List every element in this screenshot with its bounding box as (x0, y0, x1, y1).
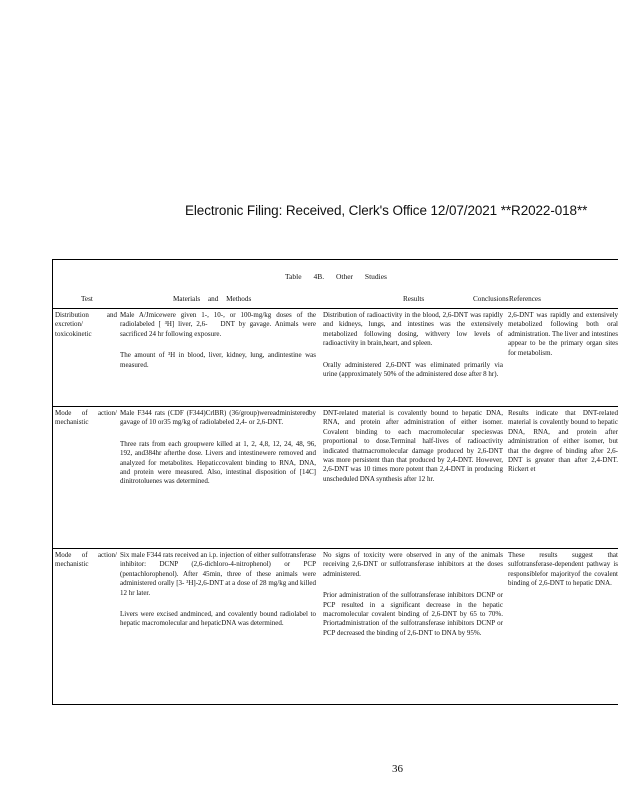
row3-materials-p2: Livers were excised andminced, and covalently bound radiolabel to hepatic macromolecular and hepaticDNA was determined. (120, 610, 316, 628)
header-references: References (509, 295, 541, 303)
header-results: Results (403, 295, 425, 303)
row2-test: Mode of action/ mechanistic (55, 409, 117, 427)
row1-conclusions: 2,6-DNT was rapidly and extensively metabolized following both oral administration. The liver and intestines appear to be the primary organ sites for metabolism. (508, 311, 618, 357)
table-title: Table 4B. Other Studies (285, 272, 387, 281)
row2-conclusions (508, 409, 618, 545)
row3-test: Mode of action/ mechanistic (55, 551, 117, 569)
row3-results-p1: No signs of toxicity were observed in any of the animals receiving 2,6-DNT or sulfotransferase inhibitors at the doses administered. (323, 551, 503, 578)
row2-results (323, 409, 503, 545)
row2-rule (53, 548, 618, 549)
row1-materials-p1: Male A/Jmicewere given 1-, 10-, or 100-mg/kg doses of the radiolabeled [ ³H] liver, 2,6- DNT by gavage. Animals were sacrificed 24 hr following exposure. (120, 311, 316, 338)
row1-test: Distribution and excretion/ toxicokinetic (55, 311, 117, 338)
row1-rule (53, 406, 618, 407)
row1-results-p2: Orally administered 2,6-DNT was eliminated primarily via urine (approximately 50% of the administered dose after 8 hr). (323, 360, 503, 379)
row2-reference: Rickert et (508, 465, 536, 474)
other-studies-table (52, 259, 618, 705)
row2-materials-p2: Three rats from each groupwere killed at 1, 2, 4,8, 12, 24, 48, 96, 192, and384hr afterthe dose. Livers and intestinewere removed and analyzed for metabolites. Hepaticcovalent binding to RNA, DNA, and protein were measured. Also, intestinal disposition of [14C] dinitrotoluenes was determined. (120, 439, 316, 486)
row3-materials (120, 551, 316, 701)
header-test: Test (81, 295, 93, 303)
header-conclusions: Conclusions (473, 295, 509, 303)
header-rule (53, 308, 618, 309)
electronic-filing-stamp: Electronic Filing: Received, Clerk's Office 12/07/2021 **R2022-018** (185, 203, 588, 218)
header-materials-methods: Materials and Methods (173, 295, 252, 303)
page-number: 36 (392, 763, 403, 775)
row1-results (323, 311, 503, 403)
row2-results-p1: DNT-related material is covalently bound to hepatic DNA, RNA, and protein after administration of either isomer. Covalent binding to each macromolecular specieswas proportional to dose.Terminal half-lives of radioactivity indicated thatmacromolecular damage produced by 2,6-DNT was more persistent than that produced by 2,4-DNT. However, 2,6-DNT was 10 times more potent than 2,4-DNT in producing unscheduled DNA synthesis after 12 hr. (323, 409, 503, 483)
row2-materials (120, 409, 316, 545)
row3-results-p2: Prior administration of the sulfotransferase inhibitors DCNP or PCP resulted in a significant decrease in the hepatic macromolecular covalent binding of 2,6-DNT by 65 to 70%. Priortadministration of the sulfotransferase inhibitors DCNP or PCP decreased the binding of 2,6-DNT to DNA by 95%. (323, 591, 503, 637)
row3-results (323, 551, 503, 701)
row2-conclusions-text: Results indicate that DNT-related material is covalently bound to hepatic DNA, RNA, and protein after administration of either isomer, but that the degree of binding after 2,6-DNT is greater than after 2,4-DNT. (508, 409, 618, 465)
row2-materials-p1: Male F344 rats (CDF (F344)CrlBR) (36/group)wereadministeredby gavage of 10 or35 mg/kg of radiolabeled 2,4- or 2,6-DNT. (120, 409, 316, 427)
row1-results-p1: Distribution of radioactivity in the blood, 2,6-DNT was rapidly and kidneys, lungs, and intestines was the extensively metabolized following dosing, withvery low levels of radioactivity in brain,heart, and spleen. (323, 311, 503, 348)
row1-materials-p2: The amount of ³H in blood, liver, kidney, lung, andintestine was measured. (120, 351, 316, 369)
row3-conclusions: These results suggest that sulfotransferase-dependent pathway is responsiblefor majorityof the covalent binding of 2,6-DNT to hepatic DNA. (508, 551, 618, 588)
row3-materials-p1: Six male F344 rats received an i.p. injection of either sulfotransferase inhibitor: DCNP (2,6-dichloro-4-nitrophenol) or PCP (pentachlorophenol). After 45min, three of these animals were administered orally [3- ³H]-2,6-DNT at a dose of 28 mg/kg and killed 12 hr later. (120, 551, 316, 597)
row1-materials (120, 311, 316, 403)
